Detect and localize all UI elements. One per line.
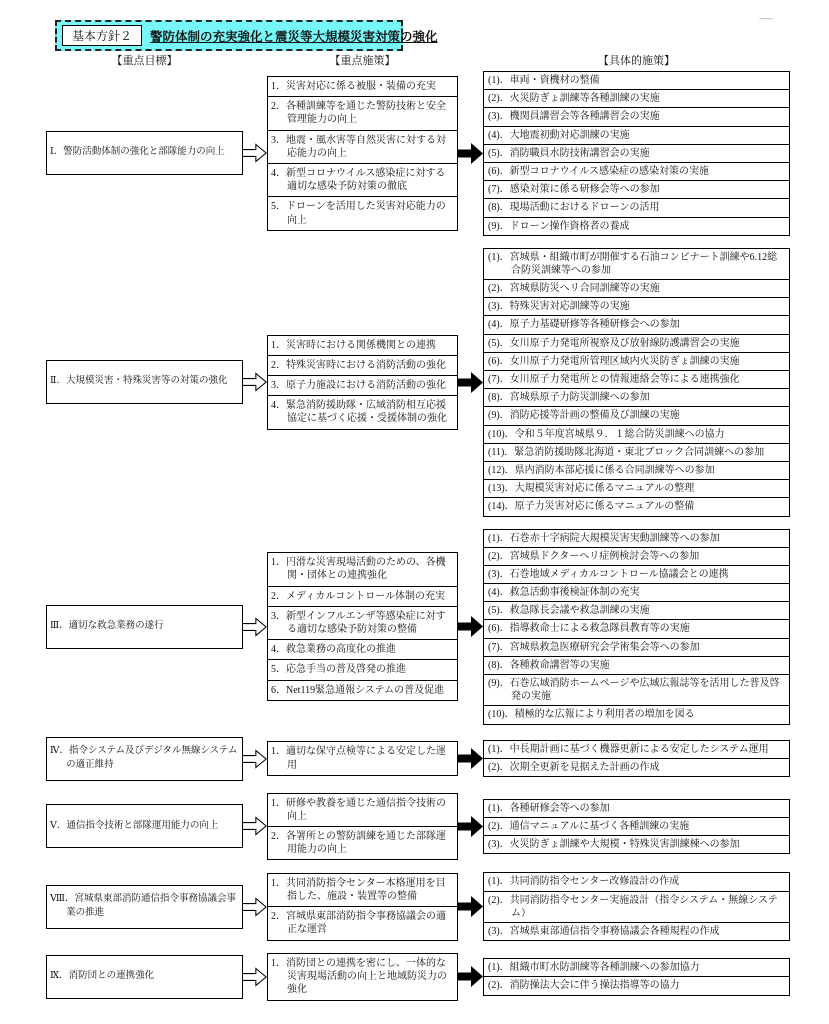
solid-arrow-icon xyxy=(458,615,483,638)
specific-measure-item: (12)．県内消防本部応援に係る合同訓練等への参加 xyxy=(483,461,790,480)
policy-number-label: 基本方針２ xyxy=(62,25,142,46)
goal-label: Ⅳ．指令システム及びデジタル無線システムの適正維持 xyxy=(50,745,238,770)
specific-measure-item: (2)．火災防ぎょ訓練等各種訓練の実施 xyxy=(483,89,790,108)
specific-measure-item: (9)．ドローン操作資格者の養成 xyxy=(483,217,790,236)
specific-measure-item: (3)．宮城県東部通信指令事務協議会各種規程の作成 xyxy=(483,922,790,941)
section-row xyxy=(0,953,829,1001)
goal-box xyxy=(46,605,243,649)
specific-measure-item: (4)．原子力基礎研修等各種研修会への参加 xyxy=(483,315,790,334)
goal-column xyxy=(46,737,243,781)
specific-measure-item: (13)．大規模災害対応に係るマニュアルの整理 xyxy=(483,479,790,498)
specific-measure-item: (5)．消防職員水防技術講習会の実施 xyxy=(483,144,790,163)
specific-measure-item: (4)．大地震初動対応訓練の実施 xyxy=(483,126,790,145)
goal-column xyxy=(46,360,243,404)
specific-measure-item: (10)．令和５年度宮城県９．１総合防災訓練への協力 xyxy=(483,425,790,444)
hollow-arrow-icon xyxy=(243,894,267,920)
specific-measure-item: (1)．石巻赤十字病院大規模災害実動訓練等への参加 xyxy=(483,529,790,548)
goal-box xyxy=(46,737,243,781)
section-row xyxy=(0,793,829,861)
goal-box xyxy=(46,885,243,929)
measure-item: 1．災害対応に係る被服・装備の充実 xyxy=(267,76,458,97)
measure-item: 2．各署所との警防訓練を通じた部隊運用能力の向上 xyxy=(267,826,458,860)
solid-arrow-icon xyxy=(458,371,483,394)
policy-banner xyxy=(55,20,438,51)
specific-measure-item: (6)．新型コロナウイルス感染症の感染対策の実施 xyxy=(483,162,790,181)
specifics-stack xyxy=(483,740,790,777)
goal-label: Ⅷ．宮城県東部消防通信指令事務協議会事業の推進 xyxy=(50,893,236,918)
column-header-goals: 【重点目標】 xyxy=(111,55,178,67)
sections-container xyxy=(0,71,829,1013)
column-header-measures: 【重点施策】 xyxy=(329,55,396,67)
measures-stack xyxy=(267,873,458,941)
specific-measure-item: (7)．女川原子力発電所との情報連絡会等による連携強化 xyxy=(483,370,790,389)
specific-measure-item: (9)．消防応援等計画の整備及び訓練の実施 xyxy=(483,406,790,425)
hollow-arrow-icon xyxy=(243,964,267,990)
measure-item: 6．Net119緊急通報システムの普及促進 xyxy=(267,680,458,701)
specific-measure-item: (3)．石巻地域メディカルコントロール協議会との連携 xyxy=(483,565,790,584)
measure-item: 1．共同消防指令センター本格運用を目指した、施設・装置等の整備 xyxy=(267,873,458,907)
specific-measure-item: (2)．宮城県ドクターヘリ症例検討会等への参加 xyxy=(483,547,790,566)
goal-column xyxy=(46,885,243,929)
specific-measure-item: (3)．特殊災害対応訓練等の実施 xyxy=(483,297,790,316)
specific-measure-item: (5)．女川原子力発電所視察及び放射線防護講習会の実施 xyxy=(483,334,790,353)
goal-label: Ⅸ．消防団との連携強化 xyxy=(50,970,155,981)
solid-arrow-icon xyxy=(458,815,483,838)
solid-arrow-icon xyxy=(458,965,483,988)
specific-measure-item: (1)．各種研修会等への参加 xyxy=(483,799,790,818)
measure-item: 5．応急手当の普及啓発の推進 xyxy=(267,659,458,680)
measure-item: 1．災害時における関係機関との連携 xyxy=(267,335,458,356)
measure-item: 2．メディカルコントロール体制の充実 xyxy=(267,586,458,607)
specifics-stack xyxy=(483,248,790,517)
specific-measure-item: (3)．機関員講習会等各種講習会の実施 xyxy=(483,107,790,126)
goal-label: Ⅴ．通信指令技術と部隊運用能力の向上 xyxy=(50,820,219,831)
hollow-arrow-icon xyxy=(243,369,267,395)
measures-stack xyxy=(267,741,458,775)
measure-item: 3．原子力施設における消防活動の強化 xyxy=(267,375,458,396)
measures-stack xyxy=(267,552,458,701)
specifics-stack xyxy=(483,799,790,855)
specific-measure-item: (2)．共同消防指令センター実施設計（指令システム・無線システム） xyxy=(483,891,790,923)
solid-arrow-icon xyxy=(458,747,483,770)
measure-item: 4．緊急消防援助隊・広域消防相互応援協定に基づく応援・受援体制の強化 xyxy=(267,395,458,429)
goal-label: Ⅰ．警防活動体制の強化と部隊能力の向上 xyxy=(50,147,225,158)
specific-measure-item: (1)．組織市町水防訓練等各種訓練への参加協力 xyxy=(483,958,790,977)
goal-label: Ⅲ．適切な救急業務の遂行 xyxy=(50,620,164,631)
specific-measure-item: (1)．車両・資機材の整備 xyxy=(483,71,790,90)
section-row xyxy=(0,529,829,725)
specific-measure-item: (6)．女川原子力発電所管理区域内火災防ぎょ訓練の実施 xyxy=(483,352,790,371)
specific-measure-item: (2)．次期全更新を見据えた計画の作成 xyxy=(483,758,790,777)
specific-measure-item: (1)．共同消防指令センター改修設計の作成 xyxy=(483,872,790,891)
measure-item: 2．特殊災害時における消防活動の強化 xyxy=(267,355,458,376)
goal-column xyxy=(46,804,243,848)
section-row xyxy=(0,248,829,517)
page-number-mark: ― xyxy=(759,10,773,25)
specific-measure-item: (8)．各種救命講習等の実施 xyxy=(483,656,790,675)
specific-measure-item: (5)．救急隊長会議や救急訓練の実施 xyxy=(483,601,790,620)
section-row xyxy=(0,71,829,236)
solid-arrow-icon xyxy=(458,895,483,918)
measure-item: 1．円滑な災害現場活動のための、各機関・団体との連携強化 xyxy=(267,552,458,586)
specific-measure-item: (9)．石巻広域消防ホームページや広域広報誌等を活用した普及啓発の実施 xyxy=(483,674,790,706)
hollow-arrow-icon xyxy=(243,746,267,772)
specific-measure-item: (2)．消防操法大会に伴う操法指導等の協力 xyxy=(483,976,790,995)
hollow-arrow-icon xyxy=(243,614,267,640)
measure-item: 3．地震・風水害等自然災害に対する対応能力の向上 xyxy=(267,130,458,164)
policy-title: 警防体制の充実強化と震災等大規模災害対策の強化 xyxy=(150,29,438,44)
specific-measure-item: (2)．通信マニュアルに基づく各種訓練の実施 xyxy=(483,817,790,836)
goal-box xyxy=(46,955,243,999)
specific-measure-item: (2)．宮城県防災ヘリ合同訓練等の実施 xyxy=(483,279,790,298)
specific-measure-item: (8)．現場活動におけるドローンの活用 xyxy=(483,198,790,217)
solid-arrow-icon xyxy=(458,142,483,165)
measure-item: 4．新型コロナウイルス感染症に対する適切な感染予防対策の徹底 xyxy=(267,163,458,197)
goal-box xyxy=(46,804,243,848)
specific-measure-item: (10)．積極的な広報により利用者の増加を図る xyxy=(483,705,790,724)
hollow-arrow-icon xyxy=(243,140,267,166)
measure-item: 1．研修や教養を通じた通信指令技術の向上 xyxy=(267,793,458,827)
specific-measure-item: (7)．宮城県救急医療研究会学術集会等への参加 xyxy=(483,638,790,657)
specific-measure-item: (11)．緊急消防援助隊北海道・東北ブロック合同訓練への参加 xyxy=(483,443,790,462)
goal-box xyxy=(46,131,243,175)
measure-item: 2．宮城県東部消防指令事務協議会の適正な運営 xyxy=(267,906,458,940)
measure-item: 5．ドローンを活用した災害対応能力の向上 xyxy=(267,196,458,230)
measures-stack xyxy=(267,953,458,1001)
specific-measure-item: (4)．救急活動事後検証体制の充実 xyxy=(483,583,790,602)
measure-item: 3．新型インフルエンザ等感染症に対する適切な感染予防対策の整備 xyxy=(267,606,458,640)
specific-measure-item: (6)．指導救命士による救急隊員教育等の実施 xyxy=(483,619,790,638)
measures-stack xyxy=(267,793,458,861)
measure-item: 2．各種訓練等を通じた警防技術と安全管理能力の向上 xyxy=(267,96,458,130)
column-header-specifics: 【具体的施策】 xyxy=(598,55,675,67)
specific-measure-item: (1)．宮城県・組織市町が開催する石油コンビナート訓練や6.12総合防災訓練等への参加 xyxy=(483,248,790,280)
specific-measure-item: (1)．中長期計画に基づく機器更新による安定したシステム運用 xyxy=(483,740,790,759)
goal-column xyxy=(46,605,243,649)
specifics-stack xyxy=(483,71,790,236)
specific-measure-item: (8)．宮城県原子力防災訓練への参加 xyxy=(483,388,790,407)
goal-column xyxy=(46,131,243,175)
specific-measure-item: (3)．火災防ぎょ訓練や大規模・特殊災害訓練棟への参加 xyxy=(483,835,790,854)
goal-label: Ⅱ．大規模災害・特殊災害等の対策の強化 xyxy=(50,376,228,387)
specifics-stack xyxy=(483,529,790,725)
goal-box xyxy=(46,360,243,404)
measure-item: 1．消防団との連携を密にし、一体的な災害現場活動の向上と地域防災力の強化 xyxy=(267,953,458,1001)
specific-measure-item: (14)．原子力災害対応に係るマニュアルの整備 xyxy=(483,497,790,516)
hollow-arrow-icon xyxy=(243,813,267,839)
goal-column xyxy=(46,955,243,999)
measures-stack xyxy=(267,335,458,430)
section-row xyxy=(0,872,829,941)
measures-stack xyxy=(267,76,458,231)
section-row xyxy=(0,737,829,781)
measure-item: 1．適切な保守点検等による安定した運用 xyxy=(267,741,458,775)
specific-measure-item: (7)．感染対策に係る研修会等への参加 xyxy=(483,180,790,199)
measure-item: 4．救急業務の高度化の推進 xyxy=(267,639,458,660)
specifics-stack xyxy=(483,872,790,941)
specifics-stack xyxy=(483,958,790,995)
